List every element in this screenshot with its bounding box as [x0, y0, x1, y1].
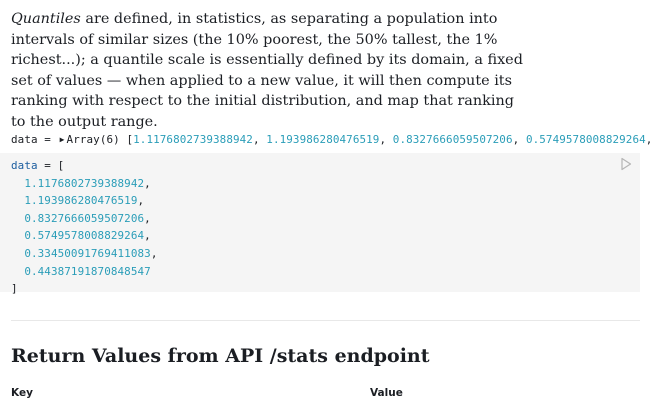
- expand-triangle-icon[interactable]: ▶: [59, 135, 65, 144]
- code-array-value: 0.33450091769411083: [24, 246, 151, 260]
- code-open-bracket: [: [57, 159, 65, 172]
- code-array-value: 0.8327666059507206: [24, 211, 145, 225]
- code-array-value: 0.5749578008829264: [24, 229, 145, 243]
- summary-value: 0.5749578008829264: [525, 133, 646, 146]
- code-close-bracket: ]: [11, 282, 18, 296]
- summary-value: 1.193986280476519: [266, 133, 380, 146]
- data-value-summary: [11, 132, 652, 149]
- summary-separator: ,: [379, 133, 393, 146]
- intro-paragraph: [11, 9, 531, 132]
- code-array-value: 1.1176802739388942: [24, 176, 145, 190]
- intro-term: Quantiles: [11, 11, 81, 27]
- table-header-key: Key: [11, 387, 33, 399]
- code-array-value: 1.193986280476519: [24, 194, 138, 208]
- section-heading: Return Values from API /stats endpoint: [11, 345, 430, 367]
- summary-separator: ,: [252, 133, 267, 146]
- summary-value: 1.1176802739388942: [133, 133, 253, 146]
- summary-open-bracket: [: [119, 133, 134, 146]
- code-variable: data: [11, 159, 38, 172]
- table-header-value: Value: [370, 387, 403, 399]
- summary-trailing: ,: [645, 133, 652, 146]
- section-divider: [11, 320, 640, 321]
- summary-value: 0.8327666059507206: [392, 133, 513, 146]
- intro-text: are defined, in statistics, as separating a population into intervals of similar sizes (the 10% poorest, the 50% tallest, the 1% richest...); a quantile scale is essentially defined by its domain, a fixed set of values — when applied to a new value, it will then compute its ranking with respect to the initial distribution, and map that ranking to the output range.: [11, 11, 523, 130]
- summary-prefix: data =: [11, 133, 58, 146]
- code-array-value: 0.44387191870848547: [24, 264, 151, 278]
- summary-separator: ,: [512, 133, 526, 146]
- summary-type[interactable]: Array(6): [66, 133, 120, 146]
- code-cell[interactable]: [0, 153, 640, 296]
- cell-source[interactable]: data = [ 1.1176802739388942, 1.193986280476519, 0.8327666059507206, 0.5749578008829264, 0.33450091769411083, 0.44387191870848547 ]: [11, 159, 158, 296]
- code-equals: =: [37, 159, 58, 172]
- play-icon[interactable]: [620, 157, 632, 171]
